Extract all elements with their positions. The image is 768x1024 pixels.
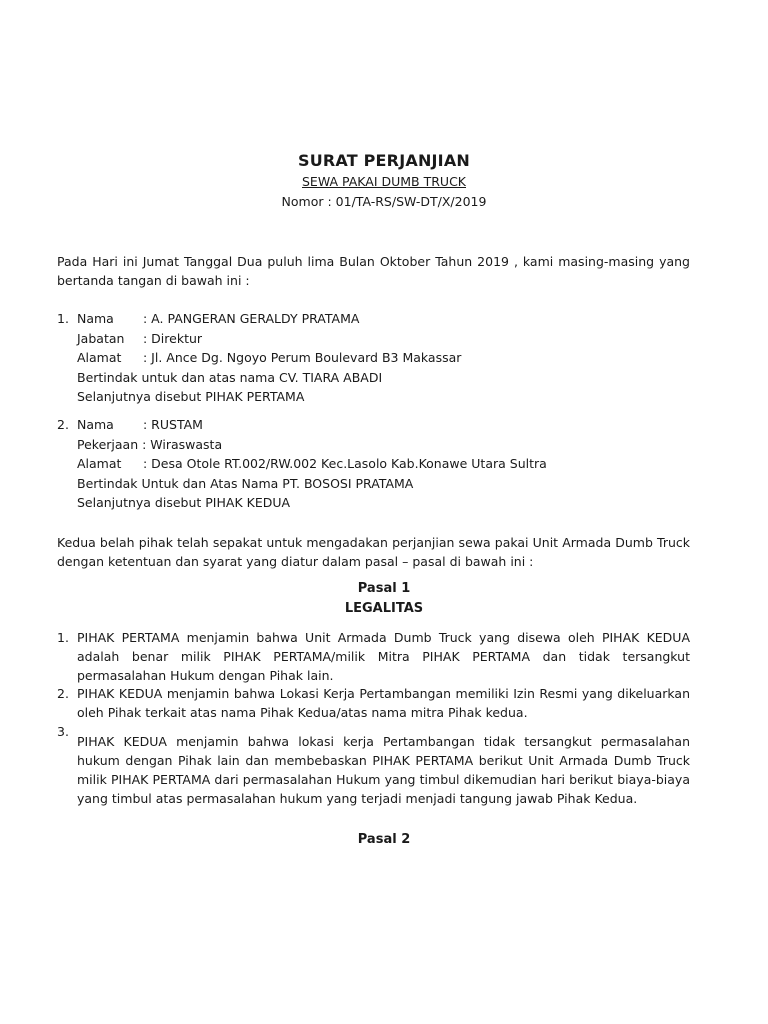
item-text: PIHAK KEDUA menjamin bahwa lokasi kerja Pertambangan tidak tersangkut permasalahan hukum dengan Pihak lain dan membebaskan PIHAK PERTAMA berikut Unit Armada Dumb Truck milik PIHAK PERTAMA dari permasalahan Hukum yang timbul dikemudian hari berikut biaya-biaya yang timbul atas permasalahan hukum yang terjadi menjadi tangung jawab Pihak Kedua. — [77, 734, 690, 806]
field-value: : A. PANGERAN GERALDY PRATAMA — [143, 311, 360, 326]
item-number: 3. — [57, 724, 69, 739]
document-subtitle: SEWA PAKAI DUMB TRUCK — [301, 174, 466, 189]
party-number: 1. — [57, 311, 69, 326]
intro-paragraph: Pada Hari ini Jumat Tanggal Dua puluh lima Bulan Oktober Tahun 2019 , kami masing-masing yang bertanda tangan di bawah ini : — [57, 254, 690, 288]
party-first-row-bertindak — [57, 368, 690, 388]
field-value: : RUSTAM — [143, 417, 203, 432]
party-first-row-selanjutnya — [57, 387, 690, 407]
field-label: Alamat — [77, 456, 122, 471]
party-second-row-nama — [57, 415, 690, 435]
party-second — [57, 415, 690, 513]
party-first-row-nama — [57, 309, 690, 329]
document-title: SURAT PERJANJIAN — [297, 151, 471, 170]
party-line: Selanjutnya disebut PIHAK KEDUA — [77, 495, 291, 510]
party-first — [57, 309, 690, 407]
item-number: 1. — [57, 630, 69, 645]
party-line: Selanjutnya disebut PIHAK PERTAMA — [77, 389, 305, 404]
agreement-paragraph: Kedua belah pihak telah sepakat untuk mengadakan perjanjian sewa pakai Unit Armada Dumb Truck dengan ketentuan dan syarat yang diatur dalam pasal – pasal di bawah ini : — [57, 535, 690, 569]
item-text: PIHAK KEDUA menjamin bahwa Lokasi Kerja Pertambangan memiliki Izin Resmi yang dikeluarkan oleh Pihak terkait atas nama Pihak Kedua/atas nama mitra Pihak kedua. — [77, 686, 690, 720]
field-label: Jabatan — [77, 330, 125, 346]
party-second-row-bertindak — [57, 474, 690, 494]
field-label: Nama — [77, 311, 114, 326]
party-second-row-alamat — [57, 454, 690, 474]
party-first-row-alamat — [57, 348, 690, 368]
party-line: Bertindak untuk dan atas nama CV. TIARA ABADI — [77, 369, 383, 385]
pasal-1-item-2 — [57, 684, 690, 722]
field-label: Alamat — [77, 350, 122, 365]
pasal-1-item-3 — [57, 722, 690, 808]
field-value: : Wiraswasta — [142, 436, 223, 452]
party-line: Bertindak Untuk dan Atas Nama PT. BOSOSI PRATAMA — [77, 475, 414, 491]
field-inline — [77, 435, 690, 455]
pasal-1-item-1 — [57, 628, 690, 685]
pasal-1-subheading: LEGALITAS — [344, 601, 424, 616]
party-second-row-pekerjaan — [57, 435, 690, 455]
item-number: 2. — [57, 686, 69, 701]
item-text: PIHAK PERTAMA menjamin bahwa Unit Armada Dumb Truck yang disewa oleh PIHAK KEDUA adalah benar milik PIHAK PERTAMA/milik Mitra PIHAK PERTAMA dan tidak tersangkut permasalahan Hukum dengan Pihak lain. — [77, 630, 690, 683]
field-value: : Jl. Ance Dg. Ngoyo Perum Boulevard B3 Makassar — [143, 350, 462, 365]
document-number: Nomor : 01/TA-RS/SW-DT/X/2019 — [281, 194, 487, 209]
party-first-row-jabatan — [57, 329, 690, 349]
party-number: 2. — [57, 417, 69, 432]
party-second-row-selanjutnya — [57, 493, 690, 513]
document-header — [0, 150, 768, 212]
field-value: : Desa Otole RT.002/RW.002 Kec.Lasolo Kab.Konawe Utara Sultra — [143, 456, 547, 471]
field-label: Pekerjaan — [77, 436, 139, 452]
pasal-1-heading: Pasal 1 — [357, 581, 411, 596]
field-value: : Direktur — [143, 330, 203, 346]
field-label: Nama — [77, 417, 114, 432]
pasal-2-heading: Pasal 2 — [357, 832, 411, 847]
